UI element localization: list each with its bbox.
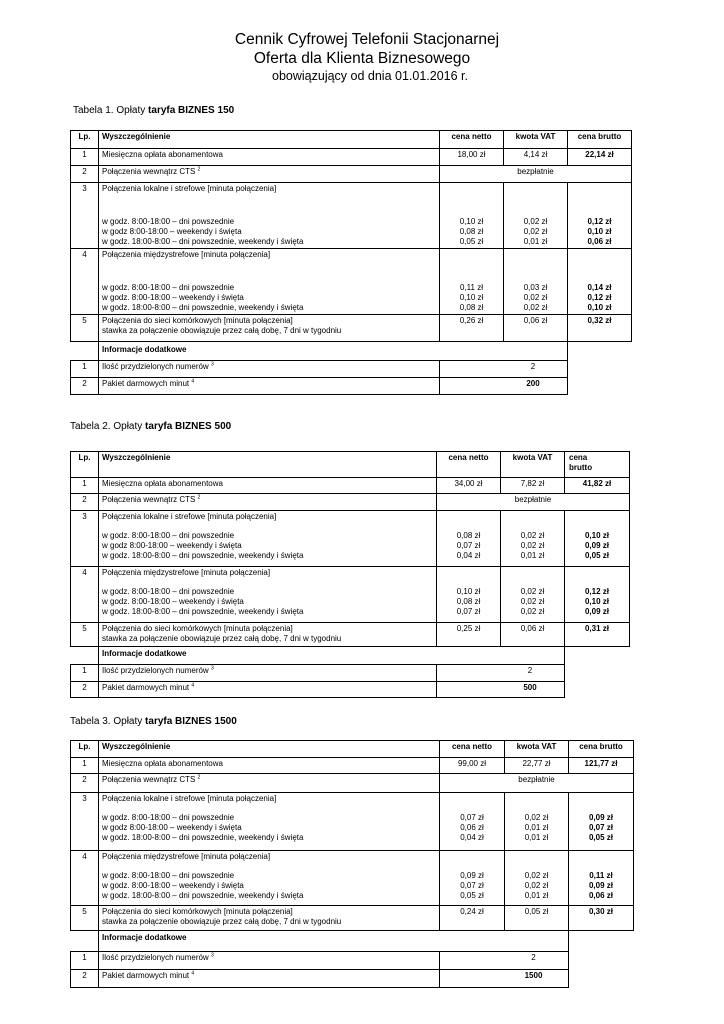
info-header-row: Informacje dodatkowe <box>71 931 634 952</box>
table-header-row <box>71 452 630 478</box>
table-row: 5 Połączenia do sieci komórkowych [minuta połączenia] stawka za połączenie obowiązuje przez całą dobę, 7 dni w tygodniu 0,26 zł 0,06 zł 0,32 zł <box>71 315 632 342</box>
table-row: 4 Połączenia międzystrefowe [minuta połączenia] w godz. 8:00-18:00 – dni powszednie w godz. 8:00-18:00 – weekendy i święta w godz. 18:00-8:00 – dni powszednie, weekendy i święta 0,09 zł 0,07 zł 0,05 zł 0,02 zł 0,02 zł 0,01 zł 0,11 zł 0,09 zł 0,06 zł <box>71 851 634 906</box>
col-net: cena netto <box>440 131 504 149</box>
table-row: 1 Ilość przydzielonych numerów $^3$ 2 <box>71 361 632 378</box>
col-gross: cena brutto <box>565 452 630 478</box>
col-lp: Lp. <box>71 452 99 478</box>
table-1-caption: Tabela 1. Opłaty taryfa BIZNES 150 <box>73 105 235 116</box>
table-row: 5 Połączenia do sieci komórkowych [minuta połączenia] stawka za połączenie obowiązuje przez całą dobę, 7 dni w tygodniu 0,24 zł 0,05 zł 0,30 zł <box>71 906 634 931</box>
table-row: 5 Połączenia do sieci komórkowych [minuta połączenia] stawka za połączenie obowiązuje przez całą dobę, 7 dni w tygodniu 0,25 zł 0,06 zł 0,31 zł <box>71 623 630 647</box>
table-row: 1 Ilość przydzielonych numerów $^3$ 2 <box>71 665 630 682</box>
table-row: 2 Pakiet darmowych minut $^4$ 1500 <box>71 970 634 988</box>
info-header-row: Informacje dodatkowe <box>71 342 632 361</box>
table-row: 2 Połączenia wewnątrz CTS $^2$ bezpłatnie <box>71 166 632 183</box>
table-row: 3 Połączenia lokalne i strefowe [minuta połączenia] w godz. 8:00-18:00 – dni powszednie w godz 8:00-18:00 – weekendy i święta w godz. 18:00-8:00 – dni powszednie, weekendy i święta 0,08 zł 0,07 zł 0,04 zł 0,02 zł 0,02 zł 0,01 zł 0,10 zł 0,09 zł 0,05 zł <box>71 511 630 567</box>
col-vat: kwota VAT <box>505 741 569 758</box>
table-row: 2 Pakiet darmowych minut $^4$ 200 <box>71 378 632 395</box>
table-row: 1 Miesięczna opłata abonamentowa 34,00 zł 7,82 zł 41,82 zł <box>71 478 630 494</box>
table-row: 2 Pakiet darmowych minut $^4$ 500 <box>71 682 630 698</box>
table-row: 4 Połączenia międzystrefowe [minuta połączenia] w godz. 8:00-18:00 – dni powszednie w godz. 8:00-18:00 – weekendy i święta w godz. 18:00-8:00 – dni powszednie, weekendy i święta 0,11 zł 0,10 zł 0,08 zł 0,03 zł 0,02 zł 0,02 zł 0,14 zł 0,12 zł 0,10 zł <box>71 249 632 315</box>
table-row: 2 Połączenia wewnątrz CTS $^2$ bezpłatnie <box>71 494 630 511</box>
col-lp: Lp. <box>71 131 99 149</box>
table-row: 1 Miesięczna opłata abonamentowa 18,00 zł 4,14 zł 22,14 zł <box>71 149 632 166</box>
table-header-row <box>71 131 632 149</box>
col-gross: cena brutto <box>569 741 634 758</box>
document-title: Cennik Cyfrowej Telefonii Stacjonarnej <box>234 31 500 48</box>
table-row: 4 Połączenia międzystrefowe [minuta połączenia] w godz. 8:00-18:00 – dni powszednie w godz. 8:00-18:00 – weekendy i święta w godz. 18:00-8:00 – dni powszednie, weekendy i święta 0,10 zł 0,08 zł 0,07 zł 0,02 zł 0,02 zł 0,02 zł 0,12 zł 0,10 zł 0,09 zł <box>71 567 630 623</box>
info-header-row: Informacje dodatkowe <box>71 647 630 665</box>
tariff-table-biznes-150 <box>70 130 632 395</box>
tariff-table-biznes-500 <box>70 451 630 698</box>
col-vat: kwota VAT <box>501 452 565 478</box>
table-header-row <box>71 741 634 758</box>
table-row: 1 Miesięczna opłata abonamentowa 99,00 zł 22,77 zł 121,77 zł <box>71 758 634 774</box>
table-3-caption: Tabela 3. Opłaty taryfa BIZNES 1500 <box>70 716 237 727</box>
table-2-caption: Tabela 2. Opłaty taryfa BIZNES 500 <box>70 421 232 432</box>
table-row: 3 Połączenia lokalne i strefowe [minuta połączenia] w godz. 8:00-18:00 – dni powszednie w godz 8:00-18:00 – weekendy i święta w godz. 18:00-8:00 – dni powszednie, weekendy i święta 0,10 zł 0,08 zł 0,05 zł 0,02 zł 0,02 zł 0,01 zł 0,12 zł 0,10 zł 0,06 zł <box>71 183 632 249</box>
document-offer-title: Oferta dla Klienta Biznesowego <box>253 50 471 67</box>
col-vat: kwota VAT <box>504 131 568 149</box>
col-lp: Lp. <box>71 741 99 758</box>
col-item: Wyszczególnienie <box>99 741 440 758</box>
table-row: 1 Ilość przydzielonych numerów $^3$ 2 <box>71 952 634 970</box>
col-item: Wyszczególnienie <box>99 452 437 478</box>
table-row: 3 Połączenia lokalne i strefowe [minuta połączenia] w godz. 8:00-18:00 – dni powszednie w godz 8:00-18:00 – weekendy i święta w godz. 18:00-8:00 – dni powszednie, weekendy i święta 0,07 zł 0,06 zł 0,04 zł 0,02 zł 0,01 zł 0,01 zł 0,09 zł 0,07 zł 0,05 zł <box>71 793 634 851</box>
col-item: Wyszczególnienie <box>99 131 440 149</box>
col-net: cena netto <box>440 741 505 758</box>
document-header <box>0 30 724 85</box>
table-row: 2 Połączenia wewnątrz CTS $^2$ bezpłatnie <box>71 774 634 793</box>
col-gross: cena brutto <box>568 131 632 149</box>
col-net: cena netto <box>437 452 501 478</box>
tariff-table-biznes-1500 <box>70 740 634 988</box>
document-validity-date: obowiązujący od dnia 01.01.2016 r. <box>272 69 468 83</box>
